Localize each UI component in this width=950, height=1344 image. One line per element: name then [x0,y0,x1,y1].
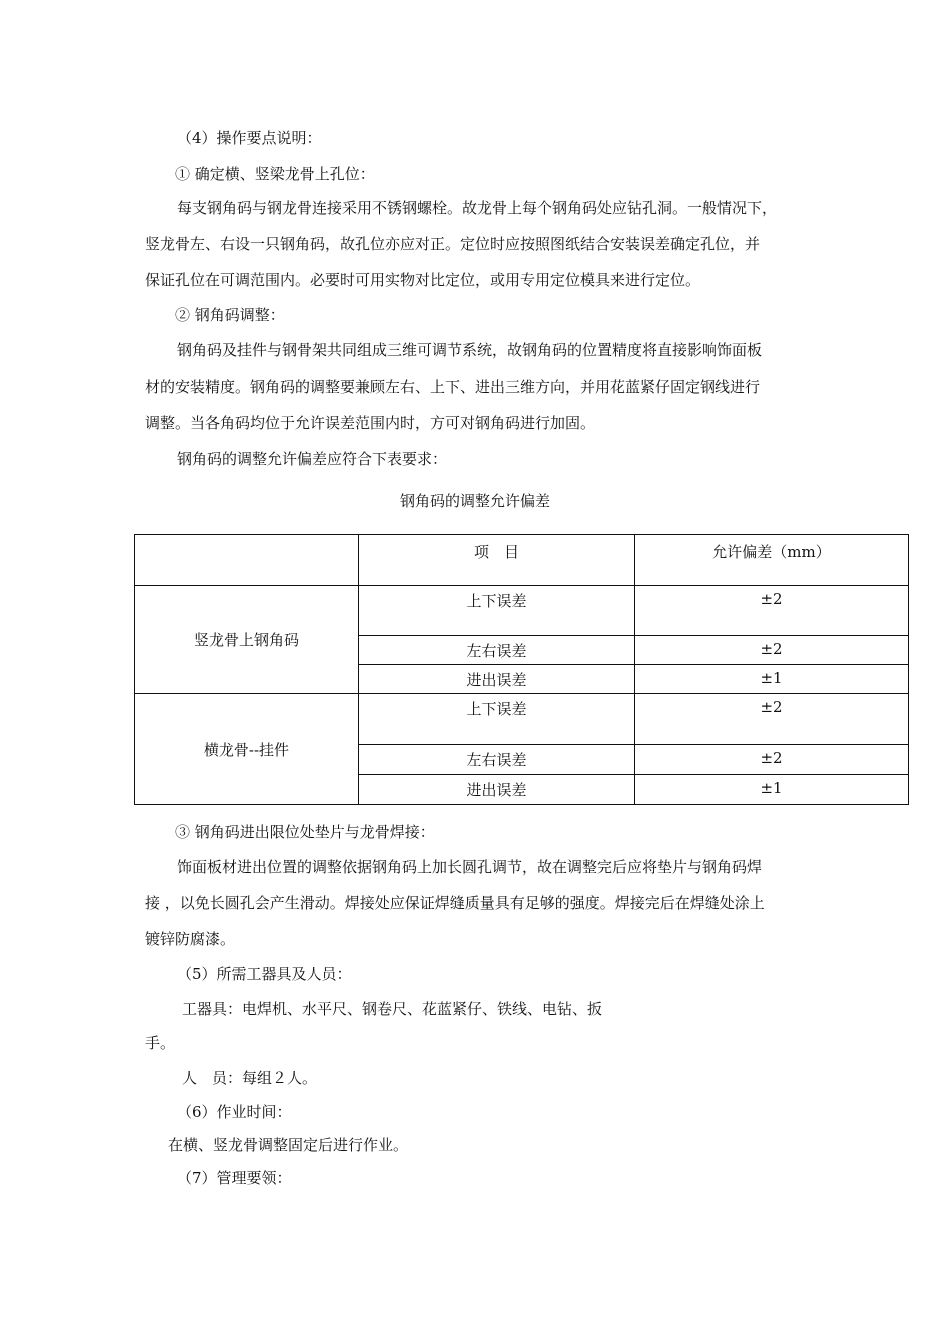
section-6-heading: （6）作业时间： [177,1103,292,1121]
paragraph-line: 人 员：每组２人。 [182,1069,318,1087]
paragraph-line: 每支钢角码与钢龙骨连接采用不锈钢螺栓。故龙骨上每个钢角码处应钻孔洞。一般情况下， [177,199,778,217]
paragraph-line: 材的安装精度。钢角码的调整要兼顾左右、上下、进出三维方向，并用花蓝紧仔固定钢线进行 [145,378,761,396]
item-cell: 左右误差 [359,745,635,775]
tolerance-cell: ±2 [635,636,909,665]
item-cell: 上下误差 [359,694,635,745]
section-7-heading: （7）管理要领： [177,1169,292,1187]
table-row [135,694,909,745]
table-row [135,586,909,636]
item-cell: 上下误差 [359,586,635,636]
item-cell: 左右误差 [359,636,635,665]
paragraph-line: 调整。当各角码均位于允许误差范围内时，方可对钢角码进行加固。 [145,414,596,432]
paragraph-line: 饰面板材进出位置的调整依据钢角码上加长圆孔调节，故在调整完后应将垫片与钢角码焊 [177,858,763,876]
tolerance-cell: ±1 [635,775,909,805]
tolerance-cell: ±2 [635,694,909,745]
paragraph-line: 手。 [145,1034,176,1052]
paragraph-line: 保证孔位在可调范围内。必要时可用实物对比定位，或用专用定位模具来进行定位。 [145,271,701,289]
table-header-row [135,535,909,586]
paragraph-line: 在横、竖龙骨调整固定后进行作业。 [168,1136,409,1154]
tolerance-cell: ±2 [635,745,909,775]
item-cell: 进出误差 [359,665,635,694]
tolerance-cell: ±1 [635,665,909,694]
paragraph-line: 工器具：电焊机、水平尺、钢卷尺、花蓝紧仔、铁线、电钻、扳 [182,1000,603,1018]
step-3-heading: ③ 钢角码进出限位处垫片与龙骨焊接： [175,823,435,841]
header-tolerance-cell: 允许偏差（mm） [635,535,909,586]
deviation-table [134,534,909,805]
step-2-heading: ② 钢角码调整： [175,306,285,324]
group-cell-vertical-keel: 竖龙骨上钢角码 [135,586,359,694]
section-4-heading: （4）操作要点说明： [177,129,322,147]
section-5-heading: （5）所需工器具及人员： [177,965,352,983]
header-blank-cell [135,535,359,586]
step-1-heading: ① 确定横、竖梁龙骨上孔位： [175,165,375,183]
paragraph-line: 钢角码及挂件与钢骨架共同组成三维可调节系统，故钢角码的位置精度将直接影响饰面板 [177,341,763,359]
paragraph-line: 镀锌防腐漆。 [145,930,236,948]
table-caption: 钢角码的调整允许偏差 [399,492,550,510]
item-cell: 进出误差 [359,775,635,805]
paragraph-line: 钢角码的调整允许偏差应符合下表要求： [177,450,448,468]
group-cell-horizontal-keel: 横龙骨--挂件 [135,694,359,805]
paragraph-line: 竖龙骨左、右设一只钢角码，故孔位亦应对正。定位时应按照图纸结合安装误差确定孔位，并 [145,235,761,253]
header-item-cell: 项 目 [359,535,635,586]
paragraph-line: 接 ，以免长圆孔会产生滑动。焊接处应保证焊缝质量具有足够的强度。焊接完后在焊缝处涂上 [145,894,765,912]
tolerance-cell: ±2 [635,586,909,636]
